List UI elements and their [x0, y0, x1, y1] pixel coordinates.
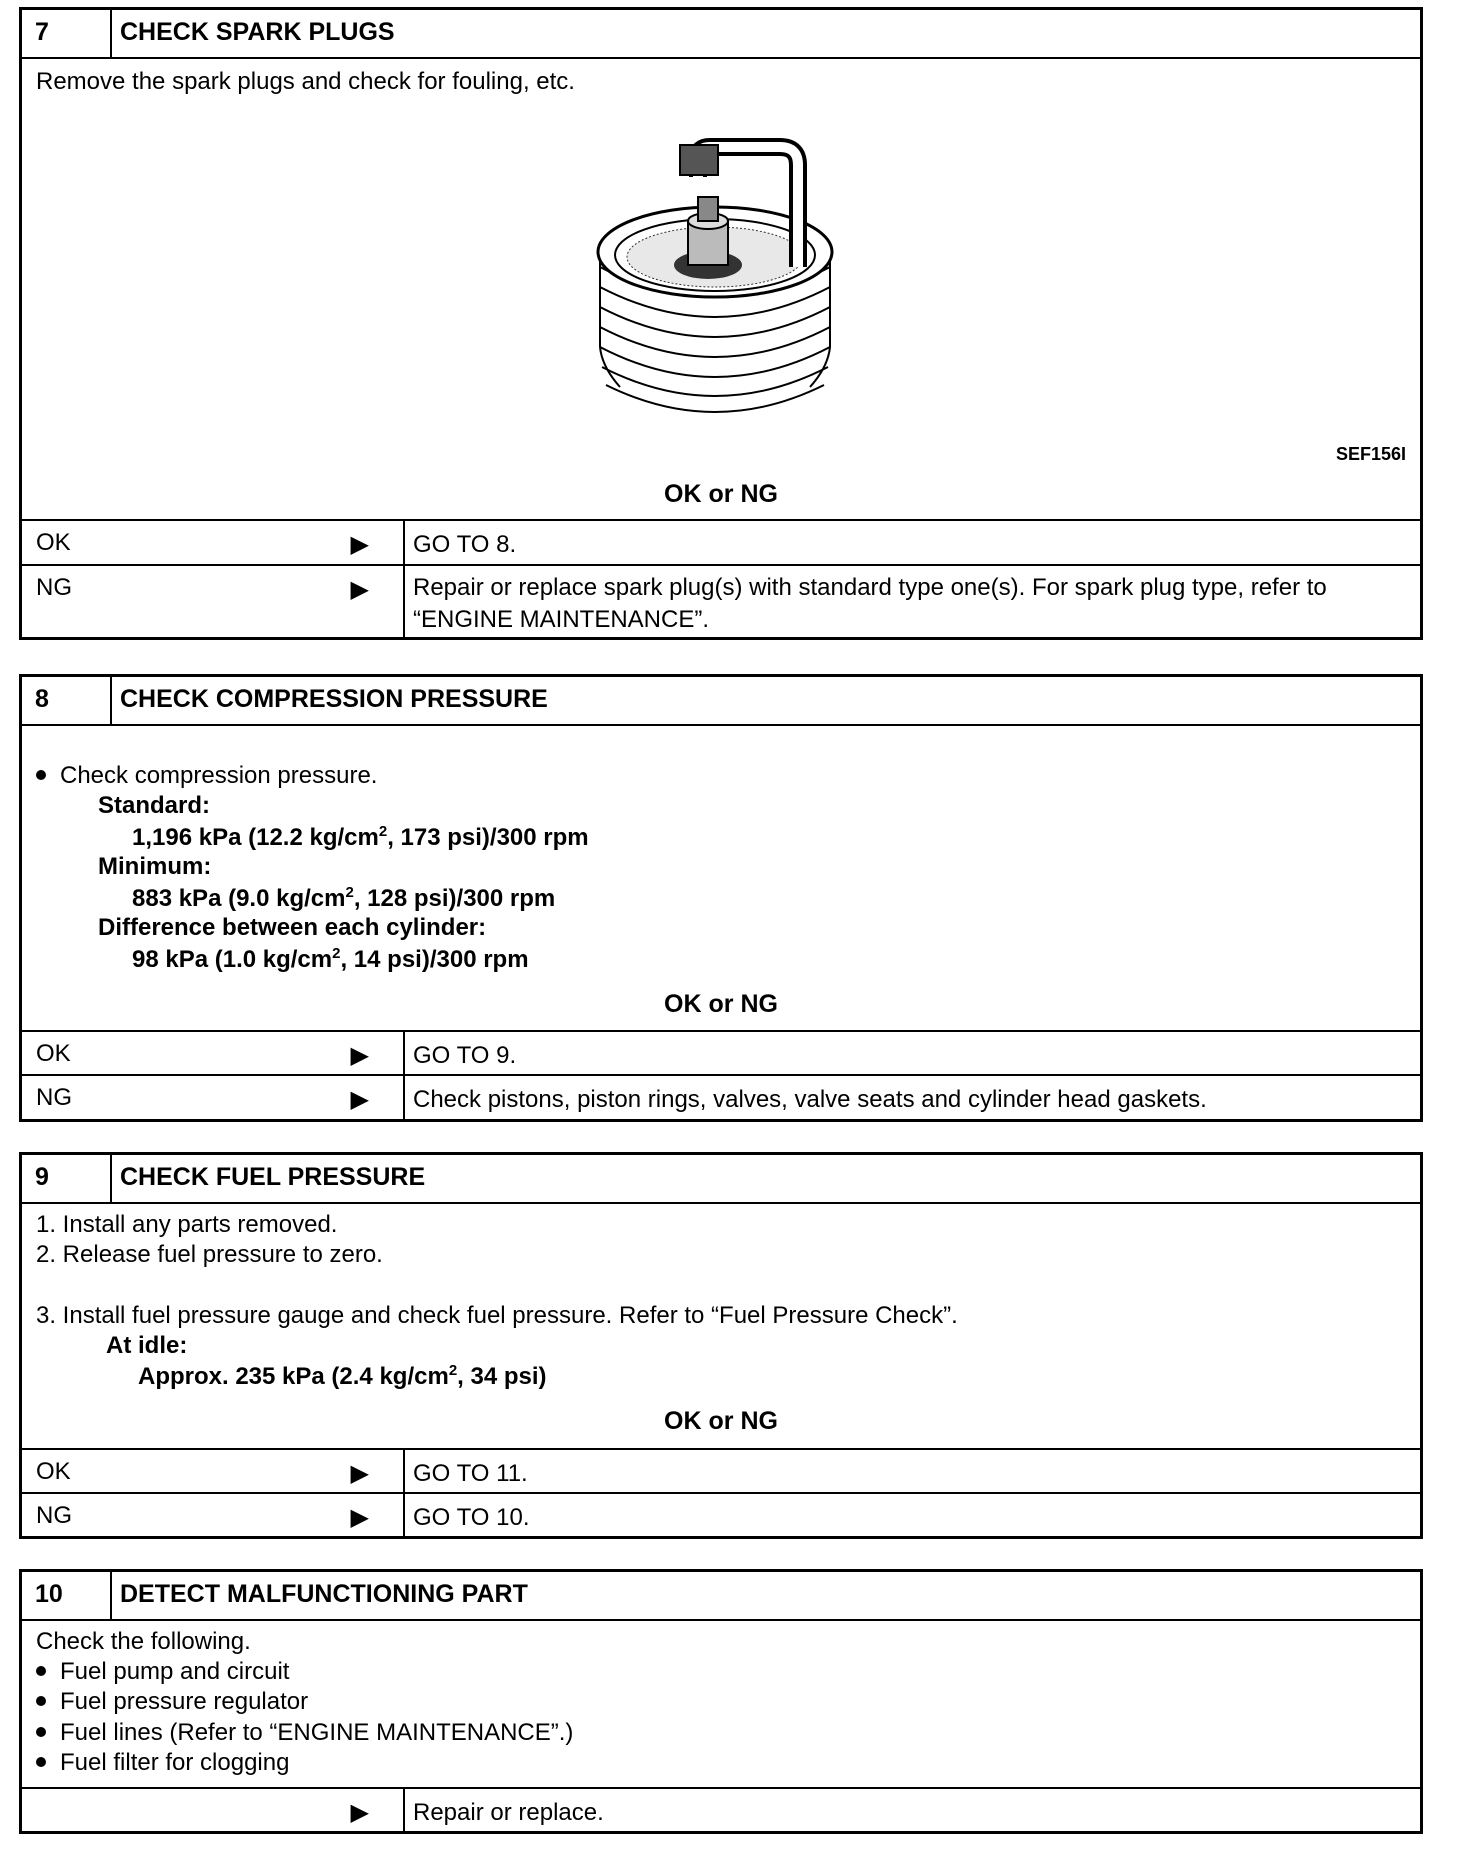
ng-action: Check pistons, piston rings, valves, valve seats and cylinder head gaskets. [413, 1086, 1207, 1113]
ok-row [22, 1448, 1420, 1492]
step-body [22, 59, 1420, 519]
step-9-section [19, 1152, 1423, 1539]
action-text: Repair or replace. [413, 1799, 604, 1826]
ok-action: GO TO 9. [413, 1042, 517, 1069]
difference-label: Difference between each cylinder: [98, 914, 487, 941]
list-item: 3. Install fuel pressure gauge and check fuel pressure. Refer to “Fuel Pressure Check”. [36, 1302, 958, 1329]
step-number: 10 [22, 1572, 112, 1619]
ok-or-ng-label: OK or NG [664, 990, 778, 1018]
arrow-icon: ▶ [350, 1799, 369, 1826]
step-title: CHECK FUEL PRESSURE [120, 1163, 426, 1191]
ok-action: GO TO 8. [413, 531, 517, 558]
minimum-label: Minimum: [98, 853, 212, 880]
step-number: 7 [22, 10, 112, 57]
step-title: CHECK SPARK PLUGS [120, 18, 395, 46]
minimum-value: 883 kPa (9.0 $kg/cm^2$, 128 psi)/300 rpm [132, 884, 556, 912]
ng-action: GO TO 10. [413, 1504, 530, 1531]
step-body [22, 1621, 1420, 1787]
ok-action: GO TO 11. [413, 1460, 528, 1487]
step-title: DETECT MALFUNCTIONING PART [120, 1580, 528, 1608]
ng-label: NG [36, 574, 72, 601]
ok-row [22, 1030, 1420, 1074]
ok-label: OK [36, 1040, 71, 1067]
action-row [22, 1787, 1420, 1833]
ng-label: NG [36, 1502, 72, 1529]
instruction-text: Remove the spark plugs and check for fouling, etc. [36, 68, 575, 95]
step-10-section [19, 1569, 1423, 1834]
idle-value: Approx. 235 kPa (2.4 $kg/cm^2$, 34 psi) [138, 1362, 547, 1390]
step-8-section [19, 674, 1423, 1122]
bullet-icon [36, 1757, 46, 1767]
spark-plug-illustration [580, 117, 850, 437]
idle-label: At idle: [106, 1332, 188, 1359]
figure-code: SEF156I [1335, 444, 1406, 464]
ng-row [22, 1492, 1420, 1538]
list-item: Fuel filter for clogging [36, 1749, 289, 1777]
bullet-text: Check compression pressure. [60, 762, 378, 789]
ng-action [405, 566, 1337, 640]
bullet-icon [36, 1727, 46, 1737]
arrow-icon: ▶ [350, 1504, 369, 1531]
step-body [22, 1204, 1420, 1448]
bullet-icon [36, 1666, 46, 1676]
standard-label: Standard: [98, 792, 211, 819]
intro-text: Check the following. [36, 1628, 251, 1655]
arrow-icon: ▶ [350, 576, 369, 603]
step-header [22, 1155, 1420, 1204]
list-item: 1. Install any parts removed. [36, 1211, 338, 1238]
step-body [22, 726, 1420, 1030]
ng-label: NG [36, 1084, 72, 1111]
standard-value: 1,196 kPa (12.2 $kg/cm^2$, 173 psi)/300 rpm [132, 823, 589, 851]
ng-row [22, 1074, 1420, 1120]
list-item: Fuel pressure regulator [36, 1688, 308, 1716]
step-header [22, 1572, 1420, 1621]
ok-or-ng-label: OK or NG [664, 1407, 778, 1435]
ng-row [22, 564, 1420, 640]
ok-label: OK [36, 1458, 71, 1485]
step-number: 9 [22, 1155, 112, 1202]
arrow-icon: ▶ [350, 1460, 369, 1487]
difference-value: 98 kPa (1.0 $kg/cm^2$, 14 psi)/300 rpm [132, 945, 529, 973]
step-header [22, 677, 1420, 726]
bullet-icon [36, 1696, 46, 1706]
arrow-icon: ▶ [350, 1042, 369, 1069]
list-item: Fuel lines (Refer to “ENGINE MAINTENANCE”.) [36, 1719, 573, 1747]
arrow-icon: ▶ [350, 531, 369, 558]
step-header [22, 10, 1420, 59]
bullet-item [36, 762, 377, 790]
bullet-icon [36, 770, 46, 780]
arrow-icon: ▶ [350, 1086, 369, 1113]
ng-action-line: “ENGINE MAINTENANCE”. [413, 606, 710, 633]
list-item: Fuel pump and circuit [36, 1658, 289, 1686]
step-7-section [19, 7, 1423, 640]
ok-label: OK [36, 529, 71, 556]
step-title: CHECK COMPRESSION PRESSURE [120, 685, 548, 713]
ng-action-line: Repair or replace spark plug(s) with standard type one(s). For spark plug type, refer to [413, 574, 1327, 601]
list-item: 2. Release fuel pressure to zero. [36, 1241, 383, 1268]
step-number: 8 [22, 677, 112, 724]
ok-or-ng-label: OK or NG [664, 480, 778, 508]
ok-row [22, 519, 1420, 564]
